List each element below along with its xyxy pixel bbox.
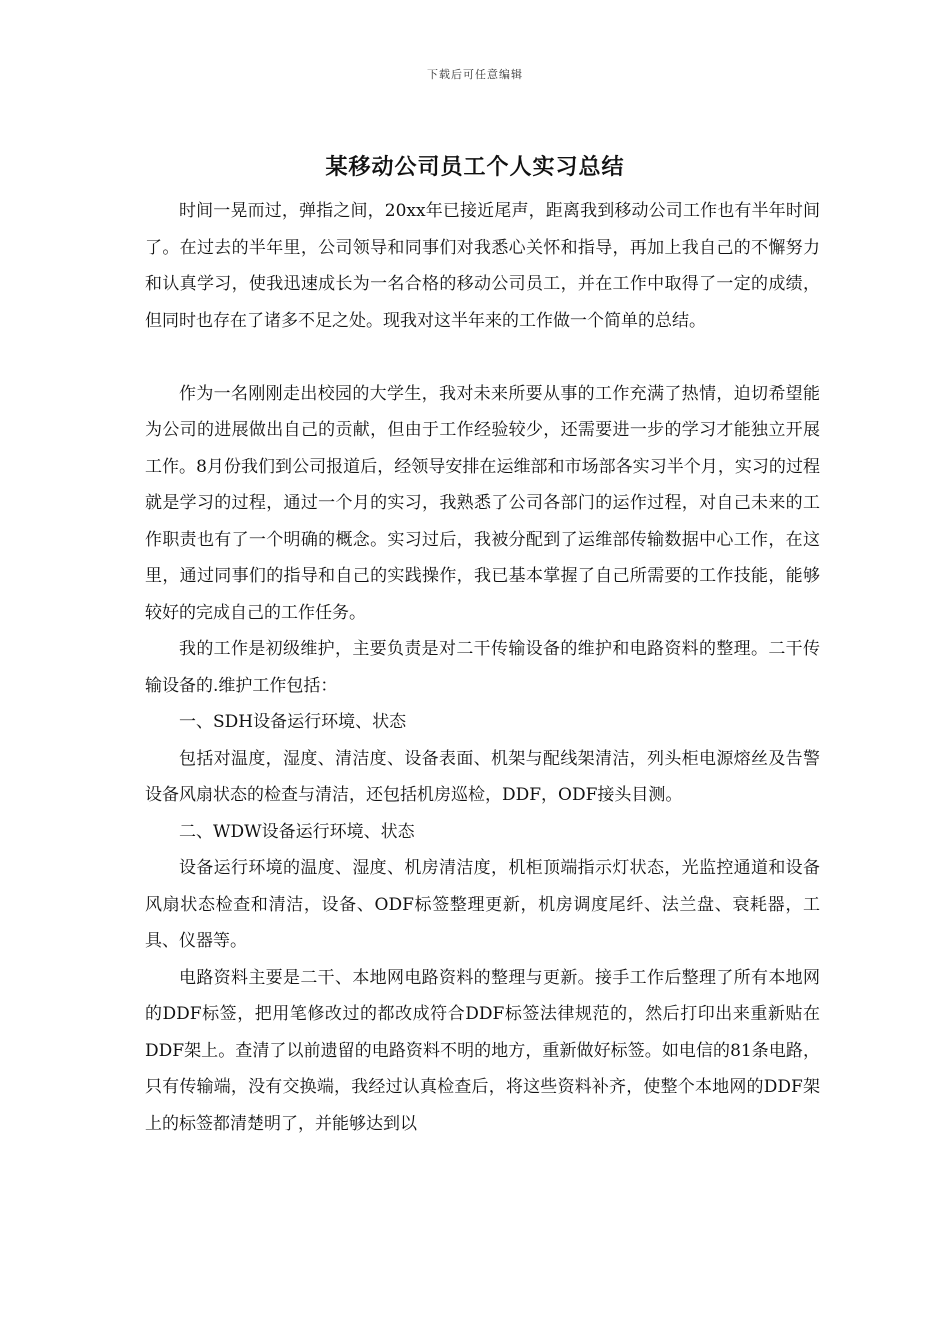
header-note: 下载后可任意编辑 [427, 68, 523, 81]
section-heading-wdw: 二、WDW设备运行环境、状态 [179, 821, 415, 842]
paragraph-duties: 我的工作是初级维护，主要负责是对二干传输设备的维护和电路资料的整理。二干传输设备的.维护工作包括： [145, 639, 820, 696]
paragraph-circuit-data: 电路资料主要是二干、本地网电路资料的整理与更新。接手工作后整理了所有本地网的DDF标签，把用笔修改过的都改成符合DDF标签法律规范的，然后打印出来重新贴在DDF架上。查清了以前遗留的电路资料不明的地方，重新做好标签。如电信的81条电路，只有传输端，没有交换端，我经过认真检查后，将这些资料补齐，使整个本地网的DDF架上的标签都清楚明了，并能够达到以 [145, 967, 820, 1134]
paragraph-sdh: 包括对温度，湿度、清洁度、设备表面、机架与配线架清洁，列头柜电源熔丝及告警设备风扇状态的检查与清洁，还包括机房巡检，DDF，ODF接头目测。 [145, 748, 820, 805]
document-body [145, 193, 820, 1142]
section-heading-sdh: 一、SDH设备运行环境、状态 [179, 712, 407, 732]
paragraph-wdw: 设备运行环境的温度、湿度、机房清洁度，机柜顶端指示灯状态，光监控通道和设备风扇状态检查和清洁，设备、ODF标签整理更新，机房调度尾纤、法兰盘、衰耗器，工具、仪器等。 [145, 858, 820, 951]
paragraph-internship: 作为一名刚刚走出校园的大学生，我对未来所要从事的工作充满了热情，迫切希望能为公司的进展做出自己的贡献，但由于工作经验较少，还需要进一步的学习才能独立开展工作。8月份我们到公司报道后，经领导安排在运维部和市场部各实习半个月，实习的过程就是学习的过程，通过一个月的实习，我熟悉了公司各部门的运作过程，对自己未来的工作职责也有了一个明确的概念。实习过后，我被分配到了运维部传输数据中心工作，在这里，通过同事们的指导和自己的实践操作，我已基本掌握了自己所需要的工作技能，能够较好的完成自己的工作任务。 [145, 383, 820, 623]
document-title: 某移动公司员工个人实习总结 [325, 154, 625, 180]
paragraph-intro: 时间一晃而过，弹指之间，20xx年已接近尾声，距离我到移动公司工作也有半年时间了。在过去的半年里，公司领导和同事们对我悉心关怀和指导，再加上我自己的不懈努力和认真学习，使我迅速成长为一名合格的移动公司员工，并在工作中取得了一定的成绩，但同时也存在了诸多不足之处。现我对这半年来的工作做一个简单的总结。 [145, 201, 820, 331]
